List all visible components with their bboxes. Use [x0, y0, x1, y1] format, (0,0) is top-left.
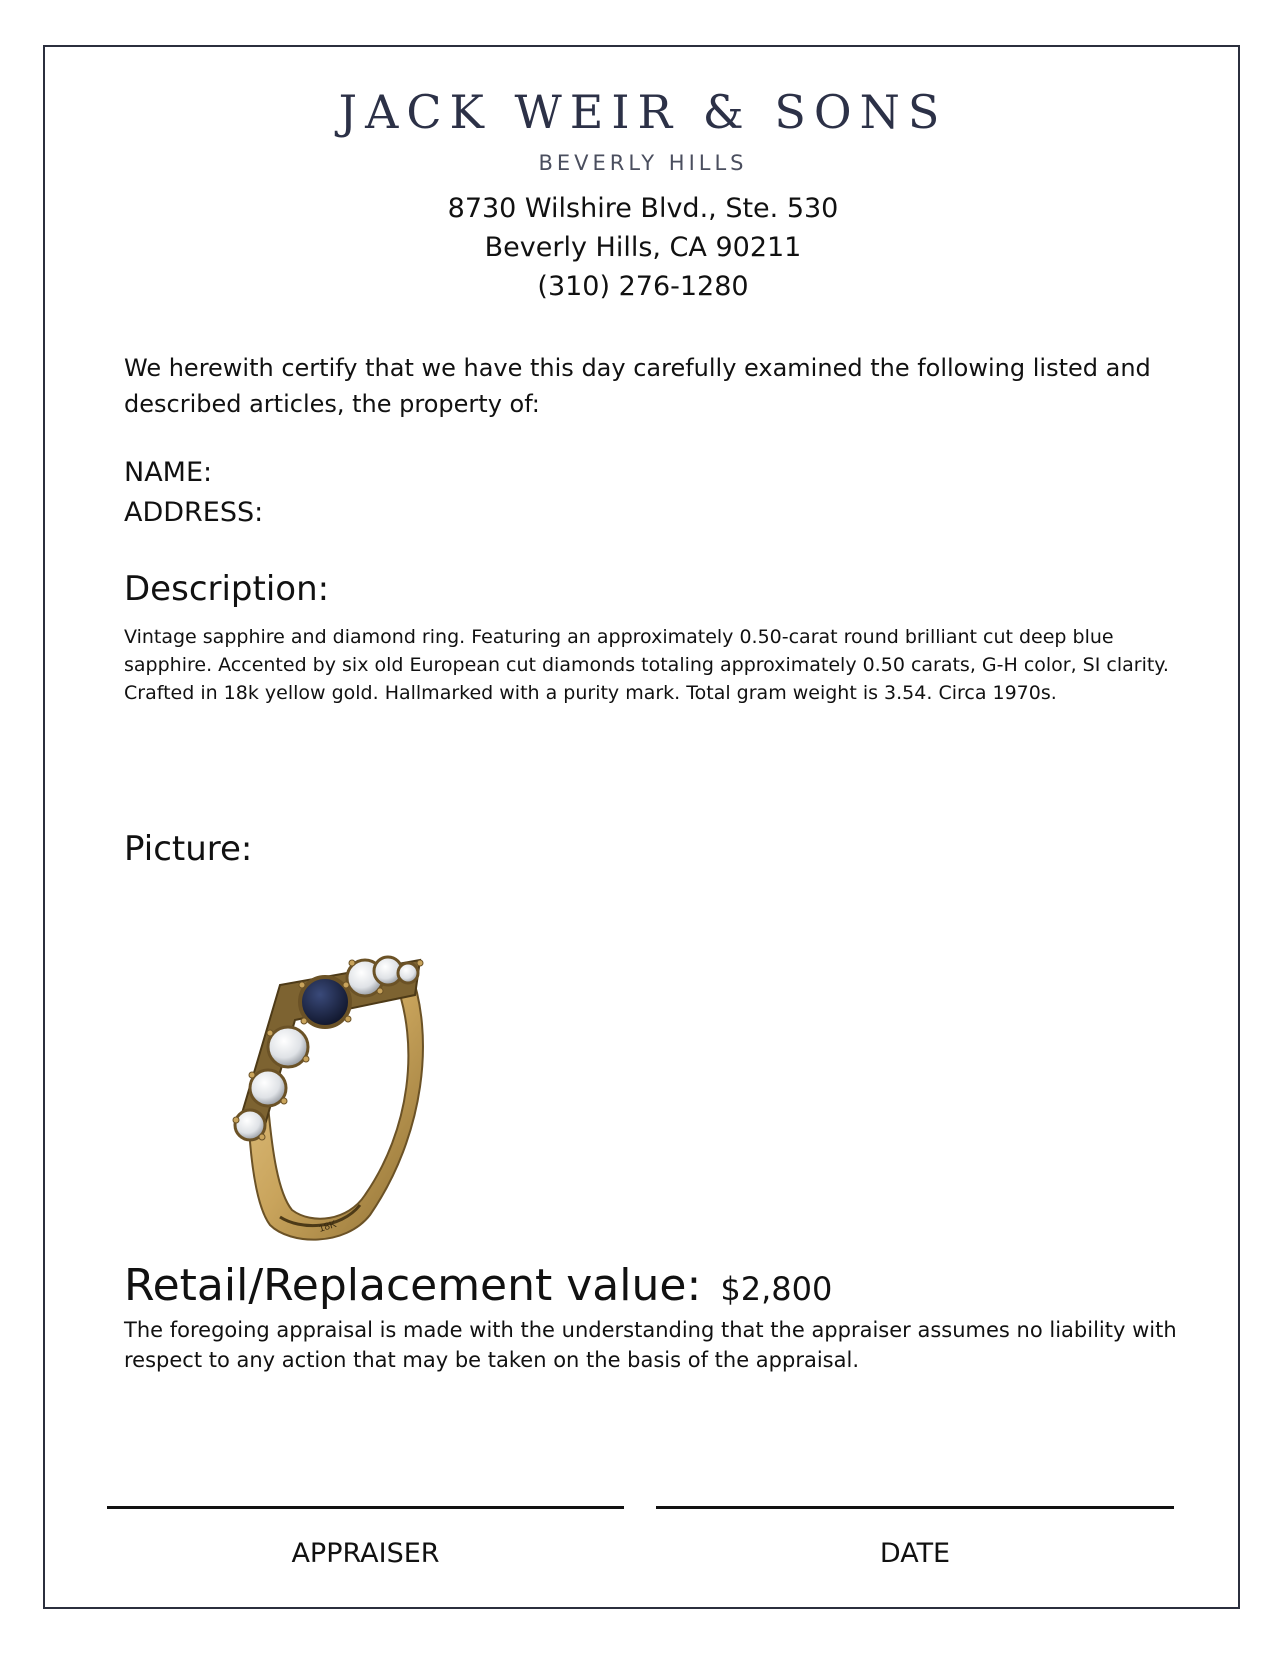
- description-text: Vintage sapphire and diamond ring. Featuring an approximately 0.50-carat round brilliant cut deep blue sapphire. Accented by six old European cut diamonds totaling approximately 0.50 carats, G-H color, SI clarity. Crafted in 18k yellow gold. Hallmarked with a purity mark. Total gram weight is 3.54. Circa 1970s.: [124, 626, 1169, 704]
- ring-image: [220, 925, 460, 1245]
- date-label: DATE: [879, 1538, 951, 1569]
- date-signature-line: [656, 1506, 1174, 1509]
- picture-heading: Picture:: [124, 829, 253, 869]
- hallmark-text: 18K: [317, 1218, 338, 1235]
- brand-location: BEVERLY HILLS: [538, 151, 748, 175]
- diamond-stone: [268, 1027, 308, 1067]
- disclaimer-text: The foregoing appraisal is made with the understanding that the appraiser assumes no liability with respect to any action that may be taken on the basis of the appraisal.: [124, 1318, 1177, 1372]
- address-line-2: Beverly Hills, CA 90211: [484, 232, 802, 263]
- phone-number: (310) 276-1280: [537, 271, 749, 302]
- appraiser-label: APPRAISER: [291, 1538, 440, 1569]
- name-label: NAME:: [124, 457, 213, 488]
- address-line-1: 8730 Wilshire Blvd., Ste. 530: [447, 193, 839, 224]
- address-label: ADDRESS:: [124, 497, 264, 528]
- appraiser-signature-line: [107, 1506, 624, 1509]
- value-label: Retail/Replacement value:: [124, 1260, 702, 1311]
- valuation-row: [124, 1258, 832, 1317]
- brand-name: JACK WEIR & SONS: [338, 85, 948, 139]
- sapphire-stone: [300, 977, 350, 1027]
- ring-illustration: [220, 925, 460, 1245]
- description-heading: Description:: [124, 569, 330, 609]
- value-amount: $2,800: [720, 1270, 833, 1308]
- certification-statement: We herewith certify that we have this day carefully examined the following listed and described articles, the property of:: [124, 354, 1151, 418]
- diamond-stone: [398, 963, 418, 983]
